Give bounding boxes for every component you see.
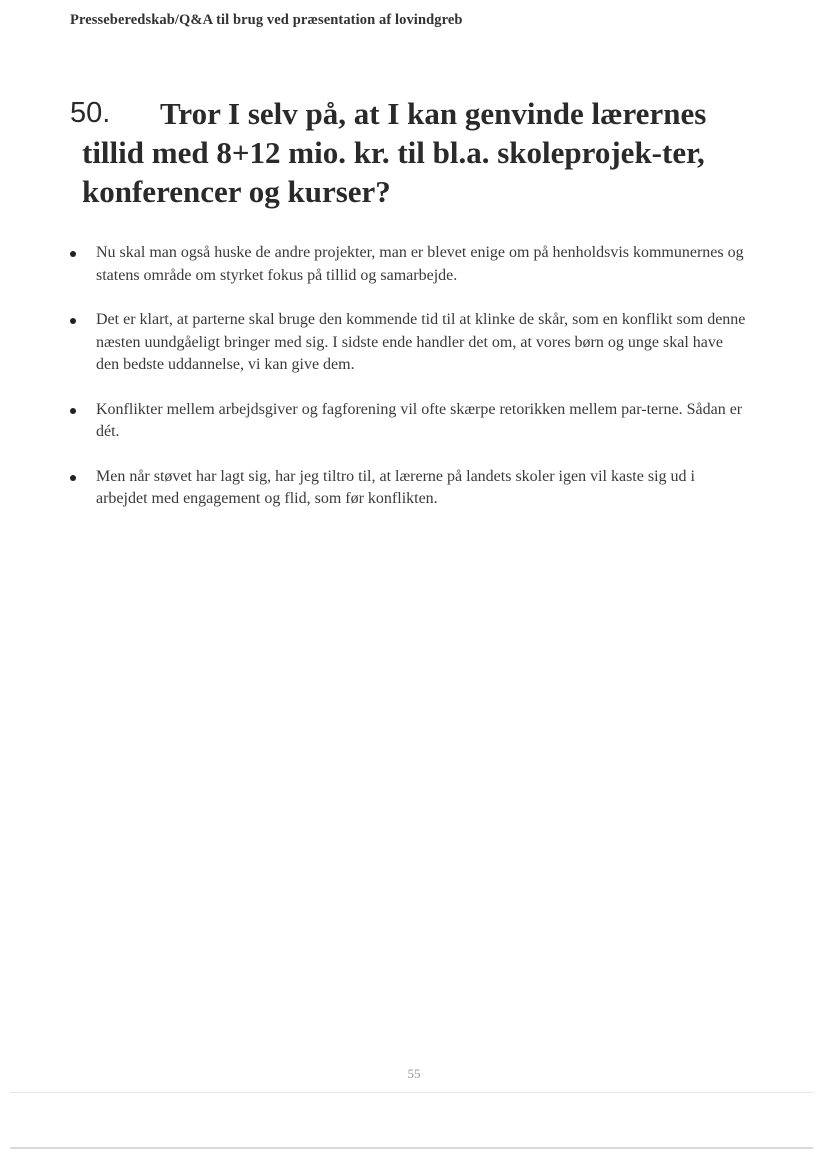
list-item [70, 309, 750, 377]
list-item [70, 242, 750, 287]
bullet-icon [70, 408, 76, 414]
question-title: Tror I selv på, at I kan genvinde lærernes tillid med 8+12 mio. kr. til bl.a. skoleprojek-ter, konferencer og kurser? [82, 96, 707, 209]
bullet-icon [70, 318, 76, 324]
footer-divider [10, 1092, 813, 1093]
list-item [70, 399, 750, 444]
question-number: 50. [70, 97, 111, 129]
bullet-icon [70, 475, 76, 481]
bullet-icon [70, 251, 76, 257]
answer-bullet-list [70, 242, 750, 533]
scan-edge-divider [10, 1147, 813, 1149]
bullet-text: Konflikter mellem arbejdsgiver og fagforening vil ofte skærpe retorikken mellem par-terne. Sådan er dét. [96, 400, 743, 440]
page-header: Presseberedskab/Q&A til brug ved præsentation af lovindgreb [70, 12, 463, 28]
bullet-text: Det er klart, at parterne skal bruge den kommende tid til at klinke de skår, som en konflikt som denne næsten uundgåeligt bringer med sig. I sidste ende handler det om, at vores børn og unge skal have den bedste uddannelse, vi kan give dem. [96, 311, 746, 373]
bullet-text: Men når støvet har lagt sig, har jeg tiltro til, at lærerne på landets skoler igen vil kaste sig ud i arbejdet med engagement og flid, som før konflikten. [96, 467, 695, 507]
page-number: 55 [407, 1066, 421, 1081]
bullet-text: Nu skal man også huske de andre projekter, man er blevet enige om på henholdsvis kommunernes og statens område om styrket fokus på tillid og samarbejde. [96, 244, 744, 284]
list-item [70, 466, 750, 511]
question-block [70, 94, 770, 211]
